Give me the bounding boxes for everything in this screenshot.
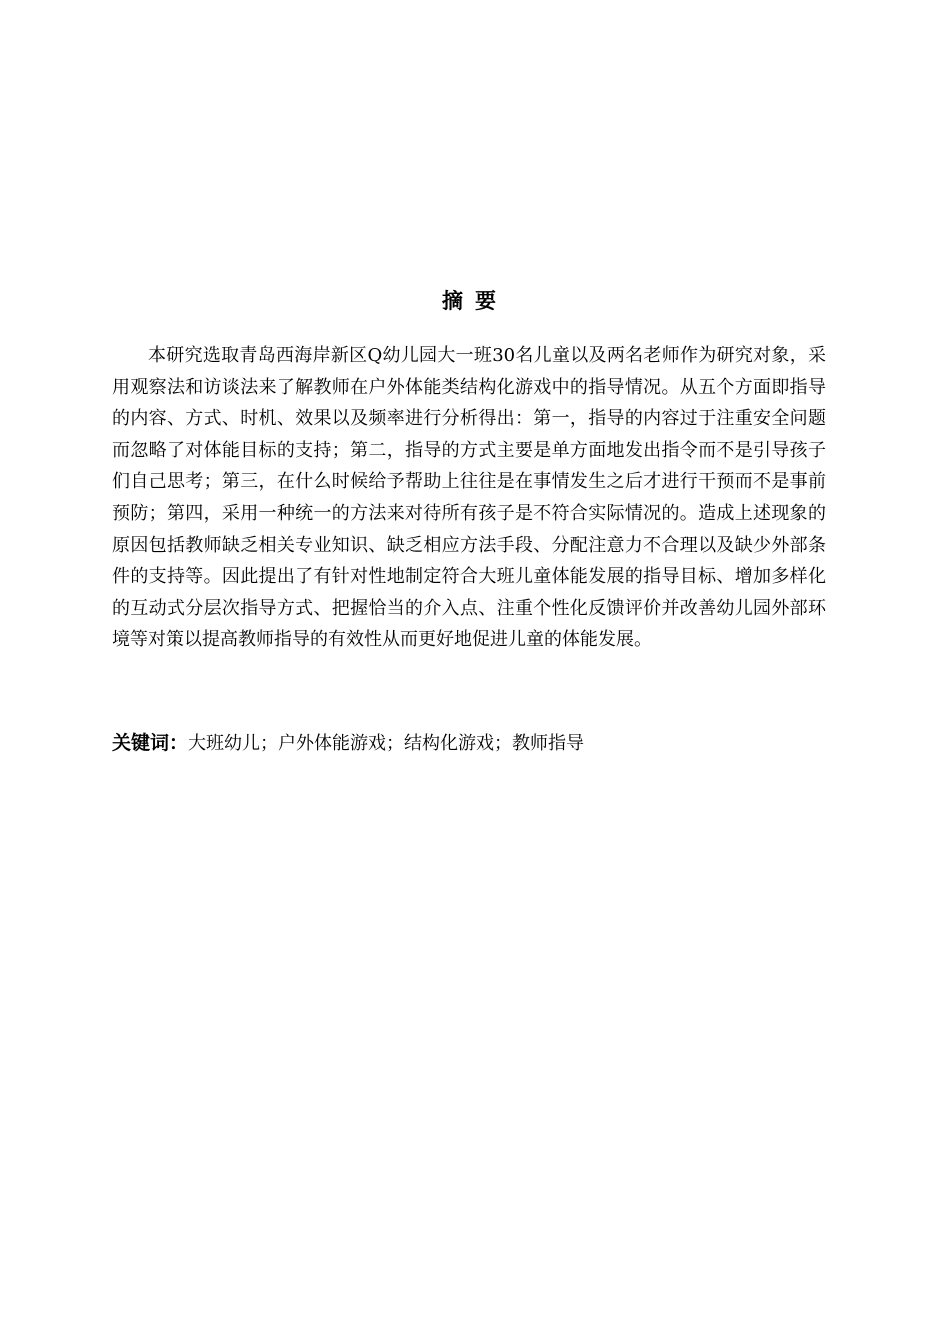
- abstract-body: 本研究选取青岛西海岸新区Q幼儿园大一班30名儿童以及两名老师作为研究对象，采用观察法和访谈法来了解教师在户外体能类结构化游戏中的指导情况。从五个方面即指导的内容、方式、时机、效果以及频率进行分析得出：第一，指导的内容过于注重安全问题而忽略了对体能目标的支持；第二，指导的方式主要是单方面地发出指令而不是引导孩子们自己思考；第三，在什么时候给予帮助上往往是在事情发生之后才进行干预而不是事前预防；第四，采用一种统一的方法来对待所有孩子是不符合实际情况的。造成上述现象的原因包括教师缺乏相关专业知识、缺乏相应方法手段、分配注意力不合理以及缺少外部条件的支持等。因此提出了有针对性地制定符合大班儿童体能发展的指导目标、增加多样化的互动式分层次指导方式、把握恰当的介入点、注重个性化反馈评价并改善幼儿园外部环境等对策以提高教师指导的有效性从而更好地促进儿童的体能发展。: [112, 345, 826, 651]
- keywords-label: 关键词：: [112, 732, 189, 754]
- abstract-title: 摘要: [442, 289, 508, 313]
- keywords-values: 大班幼儿；户外体能游戏；结构化游戏；教师指导: [188, 733, 585, 754]
- keywords-line: [112, 728, 826, 759]
